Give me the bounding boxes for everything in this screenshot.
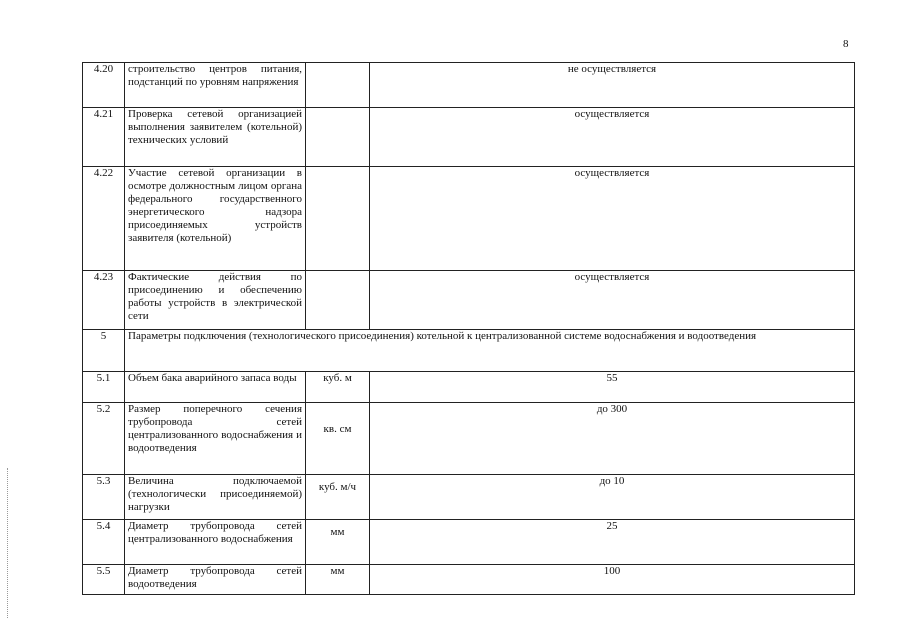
row-unit: мм (306, 565, 370, 595)
row-number: 5.5 (83, 565, 125, 595)
section-number: 5 (83, 330, 125, 372)
table-row (83, 271, 855, 330)
row-number: 4.22 (83, 167, 125, 271)
row-number: 4.21 (83, 108, 125, 167)
row-unit: мм (306, 520, 370, 565)
section-row (83, 330, 855, 372)
row-number: 5.1 (83, 372, 125, 403)
row-number: 4.20 (83, 63, 125, 108)
row-value: осуществляется (370, 271, 855, 330)
row-value: до 300 (370, 403, 855, 475)
row-value: 55 (370, 372, 855, 403)
row-unit (306, 63, 370, 108)
row-number: 5.2 (83, 403, 125, 475)
row-name: строительство центров питания, подстанций по уровням напряжения (125, 63, 306, 108)
row-value: 25 (370, 520, 855, 565)
row-name: Размер поперечного сечения трубопровода сетей централизованного водоснабжения и водоотведения (125, 403, 306, 475)
row-name: Участие сетевой организации в осмотре должностным лицом органа федерального государственного энергетического надзора присоединяемых устройств заявителя (котельной) (125, 167, 306, 271)
row-unit: куб. м/ч (306, 475, 370, 520)
parameters-table (82, 62, 855, 595)
table-row (83, 63, 855, 108)
table-row (83, 520, 855, 565)
row-value: 100 (370, 565, 855, 595)
row-number: 4.23 (83, 271, 125, 330)
row-name: Фактические действия по присоединению и обеспечению работы устройств в электрической сети (125, 271, 306, 330)
table-row (83, 372, 855, 403)
row-value: осуществляется (370, 108, 855, 167)
table-row (83, 565, 855, 595)
section-title: Параметры подключения (технологического присоединения) котельной к централизованной системе водоснабжения и водоотведения (125, 330, 855, 372)
table-row (83, 167, 855, 271)
page-number: 8 (843, 38, 849, 50)
row-number: 5.3 (83, 475, 125, 520)
scan-margin-mark (7, 468, 8, 618)
row-value: осуществляется (370, 167, 855, 271)
row-unit: куб. м (306, 372, 370, 403)
row-unit (306, 167, 370, 271)
row-value: до 10 (370, 475, 855, 520)
row-unit (306, 271, 370, 330)
row-name: Диаметр трубопровода сетей централизованного водоснабжения (125, 520, 306, 565)
table-row (83, 475, 855, 520)
row-value: не осуществляется (370, 63, 855, 108)
table-row (83, 403, 855, 475)
row-number: 5.4 (83, 520, 125, 565)
row-name: Величина подключаемой (технологически присоединяемой) нагрузки (125, 475, 306, 520)
row-unit (306, 108, 370, 167)
row-name: Объем бака аварийного запаса воды (125, 372, 306, 403)
row-name: Проверка сетевой организацией выполнения заявителем (котельной) технических условий (125, 108, 306, 167)
table-row (83, 108, 855, 167)
row-unit: кв. см (306, 403, 370, 475)
row-name: Диаметр трубопровода сетей водоотведения (125, 565, 306, 595)
